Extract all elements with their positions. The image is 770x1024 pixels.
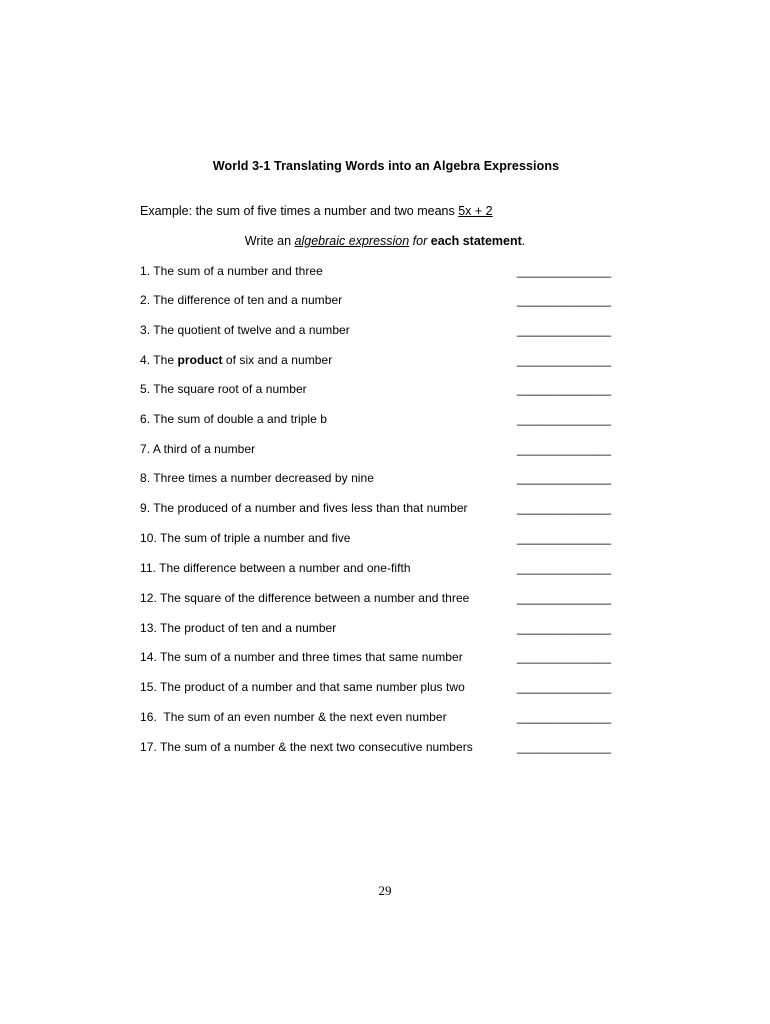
instruction-period: . [521, 234, 526, 248]
question-item [140, 561, 616, 579]
answer-blank: ______________ [517, 531, 612, 545]
example-text: Example: the sum of five times a number and two means [140, 204, 459, 218]
example-answer: 5x + 2 [458, 204, 493, 218]
answer-blank: ______________ [517, 621, 612, 635]
question-item [140, 710, 616, 728]
question-item [140, 501, 616, 519]
question-text: 2. The difference of ten and a number [140, 293, 343, 307]
question-text: 7. A third of a number [140, 442, 256, 456]
question-item [140, 293, 616, 311]
question-item [140, 412, 616, 430]
answer-blank: ______________ [517, 412, 612, 426]
answer-blank: ______________ [517, 710, 612, 724]
answer-blank: ______________ [517, 501, 612, 515]
question-text-post: of six and a number [222, 353, 333, 367]
answer-blank: ______________ [517, 442, 612, 456]
question-item [140, 740, 616, 758]
example-line [140, 204, 493, 218]
question-item [140, 591, 616, 609]
answer-blank: ______________ [517, 561, 612, 575]
question-item [140, 650, 616, 668]
question-item [140, 382, 616, 400]
instruction-for: for [409, 234, 431, 248]
question-text: 13. The product of ten and a number [140, 621, 337, 635]
instruction-each-statement: each statement [430, 234, 522, 248]
question-text [140, 353, 332, 367]
question-item [140, 442, 616, 460]
question-item [140, 531, 616, 549]
answer-blank: ______________ [517, 471, 612, 485]
question-item [140, 323, 616, 341]
question-text: 11. The difference between a number and one-fifth [140, 561, 411, 575]
question-text: 8. Three times a number decreased by nine [140, 471, 374, 485]
question-text: 14. The sum of a number and three times that same number [140, 650, 463, 664]
instruction-line [0, 234, 770, 248]
question-text: 9. The produced of a number and fives less than that number [140, 501, 468, 515]
answer-blank: ______________ [517, 650, 612, 664]
question-text: 17. The sum of a number & the next two consecutive numbers [140, 740, 473, 754]
question-text: 10. The sum of triple a number and five [140, 531, 351, 545]
instruction-term: algebraic expression [294, 234, 410, 248]
question-item [140, 353, 616, 371]
answer-blank: ______________ [517, 382, 612, 396]
answer-blank: ______________ [517, 323, 612, 337]
question-text: 5. The square root of a number [140, 382, 307, 396]
page-number: 29 [378, 883, 392, 898]
question-item [140, 680, 616, 698]
answer-blank: ______________ [517, 293, 612, 307]
question-text: 1. The sum of a number and three [140, 264, 323, 278]
question-text: 16. The sum of an even number & the next even number [140, 710, 447, 724]
worksheet-title: World 3-1 Translating Words into an Algebra Expressions [212, 159, 560, 173]
answer-blank: ______________ [517, 264, 612, 278]
question-item [140, 264, 616, 282]
question-text-bold: product [177, 353, 223, 367]
answer-blank: ______________ [517, 591, 612, 605]
question-item [140, 471, 616, 489]
question-text-pre: 4. The [140, 353, 178, 367]
answer-blank: ______________ [517, 353, 612, 367]
answer-blank: ______________ [517, 680, 612, 694]
question-text: 3. The quotient of twelve and a number [140, 323, 350, 337]
question-text: 6. The sum of double a and triple b [140, 412, 327, 426]
question-text: 12. The square of the difference between a number and three [140, 591, 470, 605]
question-item [140, 621, 616, 639]
question-text: 15. The product of a number and that same number plus two [140, 680, 465, 694]
answer-blank: ______________ [517, 740, 612, 754]
instruction-write-an: Write an [244, 234, 295, 248]
